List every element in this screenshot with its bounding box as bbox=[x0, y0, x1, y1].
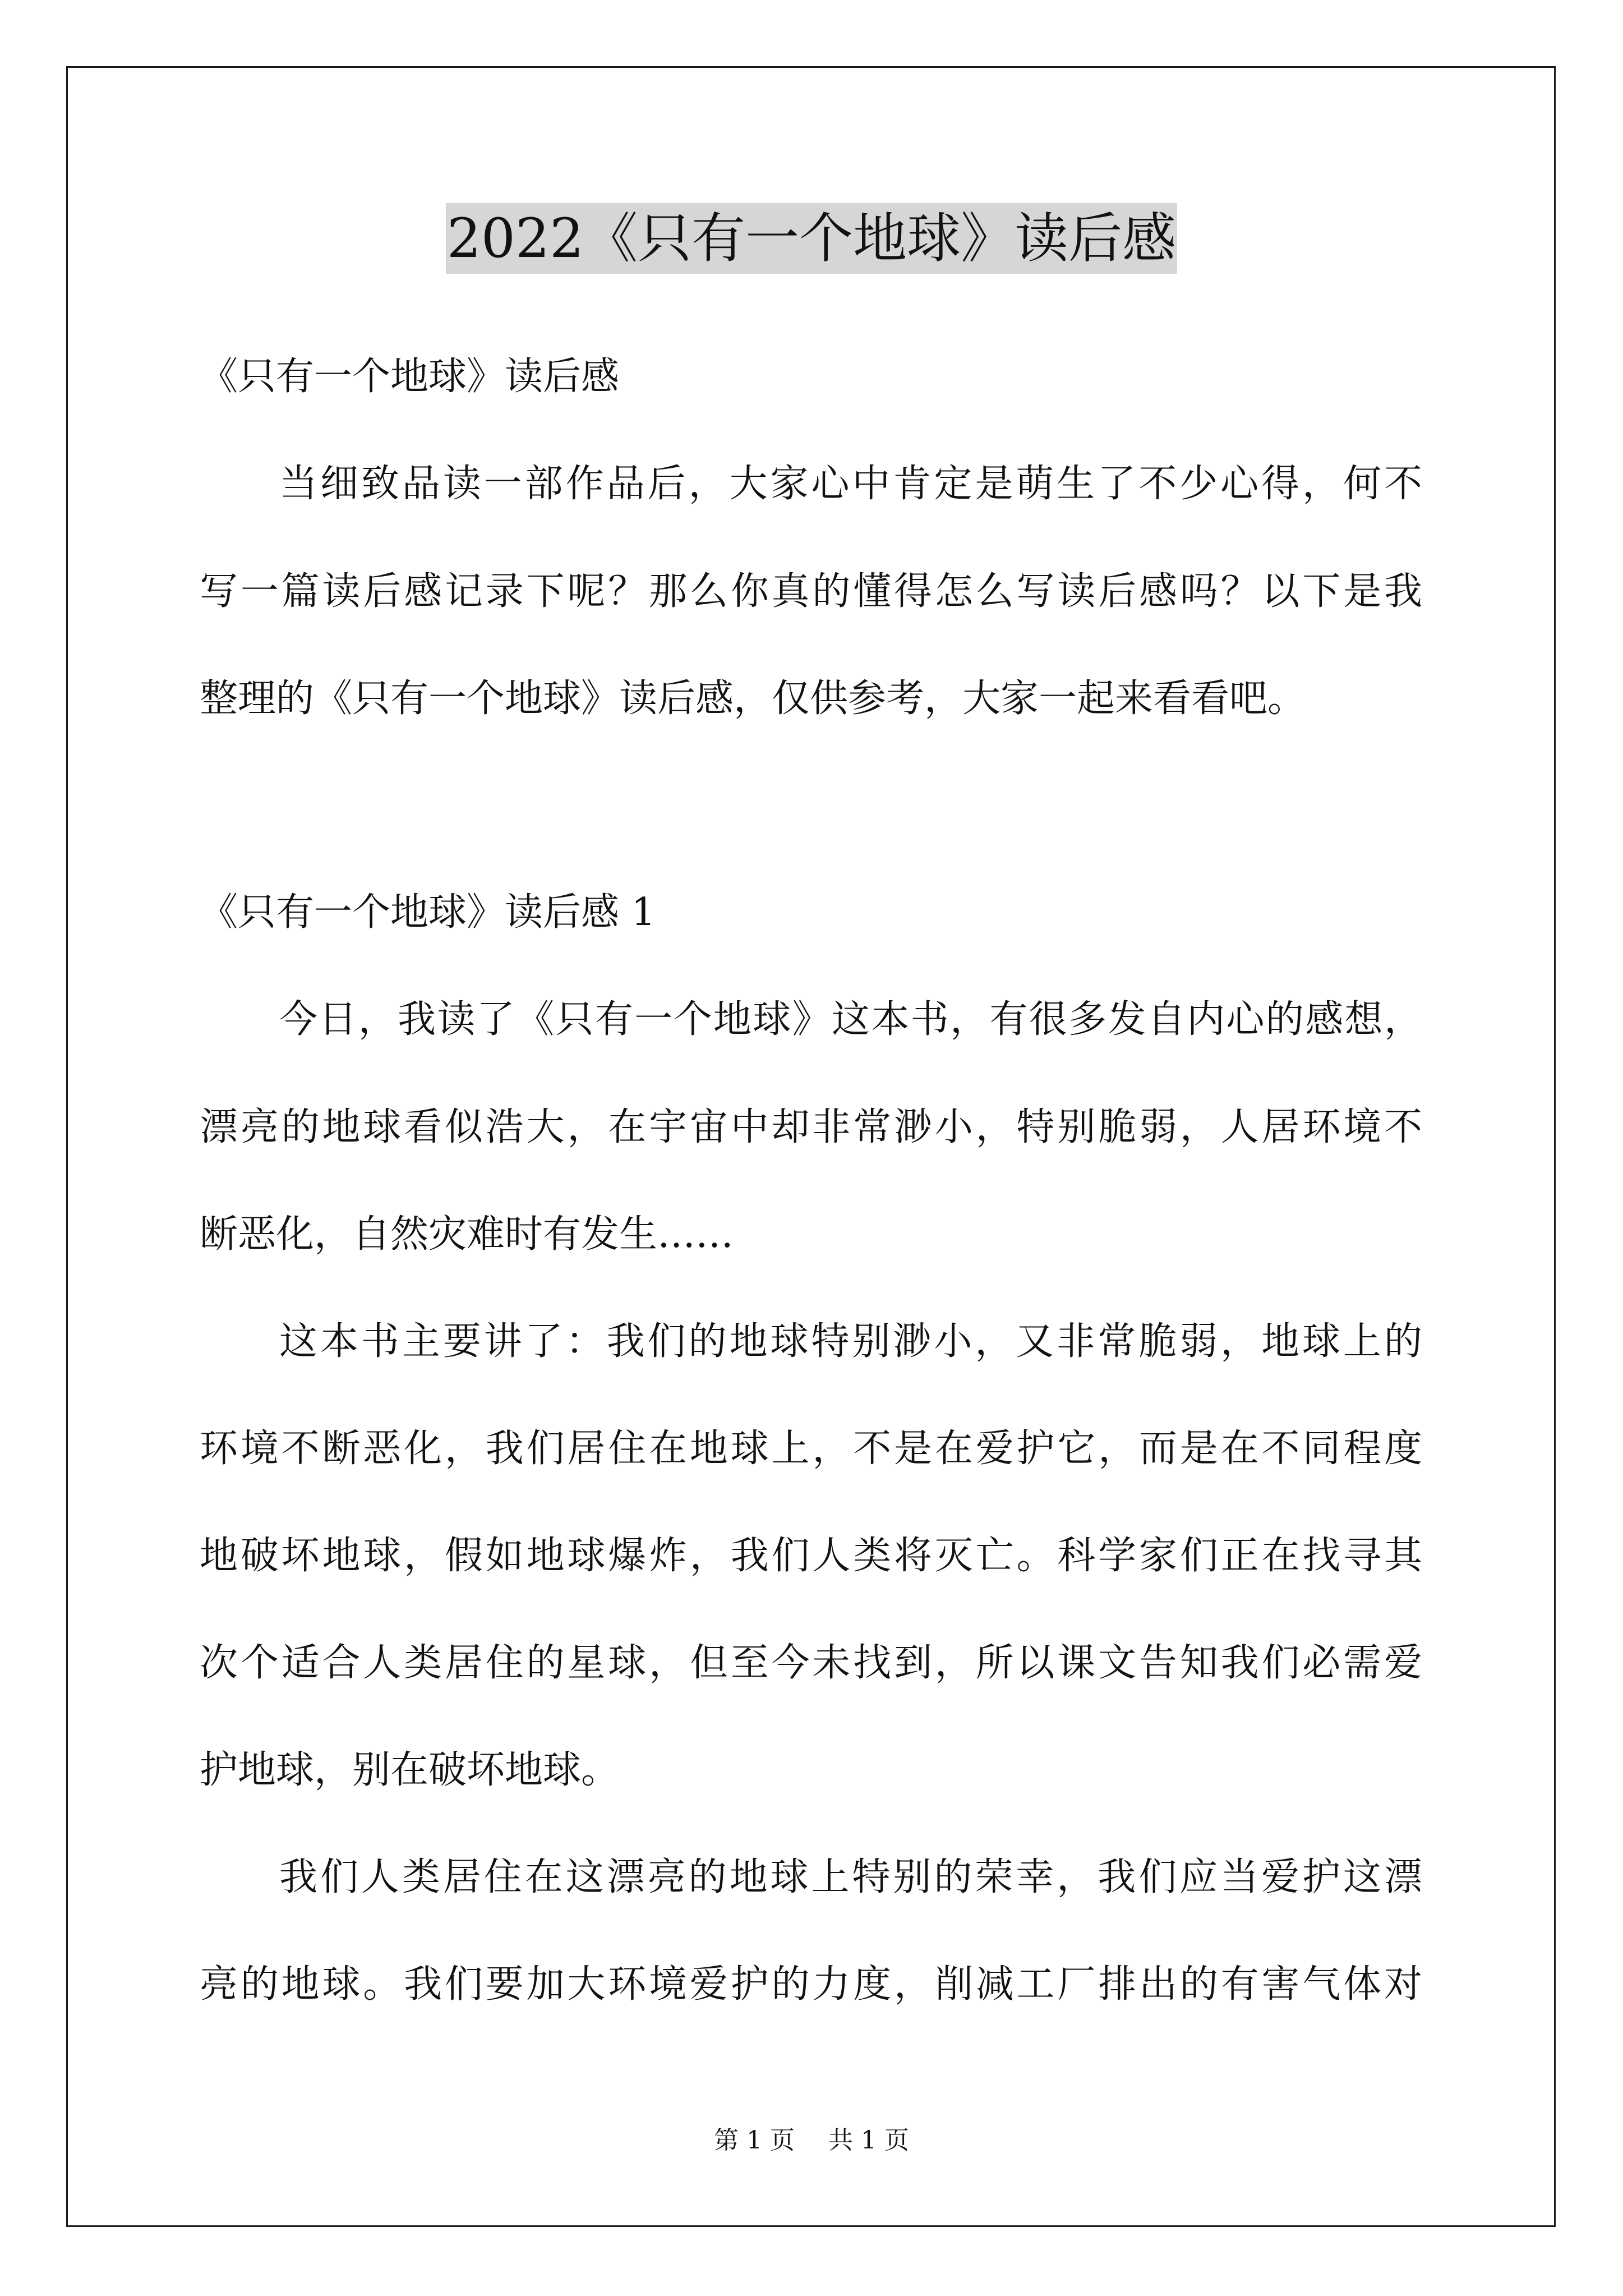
para1-line-2: 漂亮的地球看似浩大，在宇宙中却非常渺小，特别脆弱，人居环境不 bbox=[200, 1105, 1422, 1149]
page-footer bbox=[0, 2124, 1623, 2157]
intro-line-3: 整理的《只有一个地球》读后感，仅供参考，大家一起来看看吧。 bbox=[200, 677, 1306, 721]
section-heading: 《只有一个地球》读后感 1 bbox=[200, 890, 656, 935]
intro-line-1: 当细致品读一部作品后，大家心中肯定是萌生了不少心得，何不 bbox=[279, 462, 1422, 506]
para2-line-5: 护地球，别在破坏地球。 bbox=[200, 1748, 620, 1792]
para1-line-1: 今日，我读了《只有一个地球》这本书，有很多发自内心的感想， bbox=[279, 997, 1422, 1042]
page-number-total: 共 1 页 bbox=[828, 2126, 909, 2155]
para2-line-4: 次个适合人类居住的星球，但至今未找到，所以课文告知我们必需爱 bbox=[200, 1641, 1422, 1685]
title-container bbox=[0, 203, 1623, 274]
page-number-current: 第 1 页 bbox=[714, 2126, 795, 2155]
para2-line-2: 环境不断恶化，我们居住在地球上，不是在爱护它，而是在不同程度 bbox=[200, 1427, 1422, 1471]
document-subtitle: 《只有一个地球》读后感 bbox=[200, 355, 620, 399]
para3-line-2: 亮的地球。我们要加大环境爱护的力度，削减工厂排出的有害气体对 bbox=[200, 1962, 1422, 2007]
para2-line-1: 这本书主要讲了：我们的地球特别渺小，又非常脆弱，地球上的 bbox=[279, 1319, 1422, 1364]
document-title: 2022《只有一个地球》读后感 bbox=[446, 203, 1177, 274]
para2-line-3: 地破坏地球，假如地球爆炸，我们人类将灭亡。科学家们正在找寻其 bbox=[200, 1534, 1422, 1578]
para3-line-1: 我们人类居住在这漂亮的地球上特别的荣幸，我们应当爱护这漂 bbox=[279, 1855, 1422, 1899]
para1-line-3: 断恶化，自然灾难时有发生…… bbox=[200, 1212, 734, 1257]
intro-line-2: 写一篇读后感记录下呢？那么你真的懂得怎么写读后感吗？以下是我 bbox=[200, 569, 1422, 614]
